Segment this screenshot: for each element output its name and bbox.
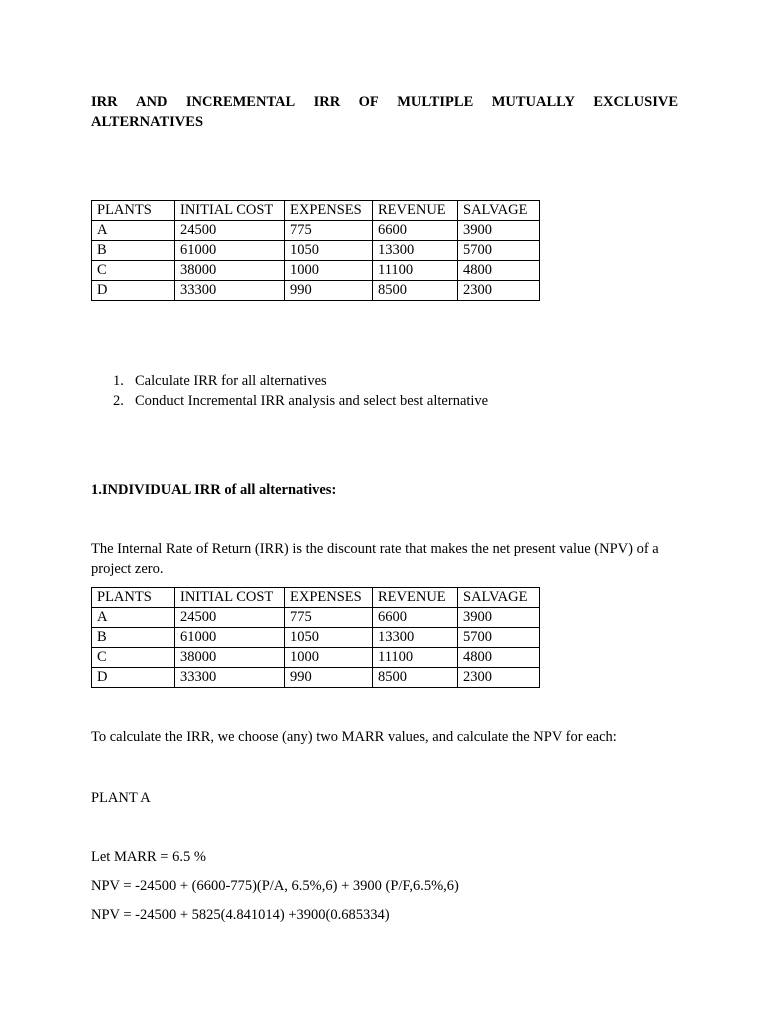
title-word: IRR [91,94,118,110]
table-header-cell: REVENUE [373,201,458,221]
table-row [92,261,540,281]
table-cell: 1000 [285,648,373,668]
document-title [91,92,678,132]
table-cell: 33300 [175,668,285,688]
table-header-cell: INITIAL COST [175,588,285,608]
table-cell: 13300 [373,241,458,261]
table-cell: D [92,281,175,301]
title-word: OF [358,94,379,110]
irr-method-paragraph: To calculate the IRR, we choose (any) two MARR values, and calculate the NPV for each: [91,729,617,745]
table-row [92,648,540,668]
table-cell: 13300 [373,628,458,648]
table-header-cell: INITIAL COST [175,201,285,221]
table-header-row [92,588,540,608]
table-row [92,241,540,261]
list-item-number: 2. [113,393,124,409]
task-list [113,371,488,411]
plants-table-1 [91,200,540,301]
npv-equation-1: NPV = -24500 + (6600-775)(P/A, 6.5%,6) + 3900 (P/F,6.5%,6) [91,878,459,894]
irr-definition-paragraph: The Internal Rate of Return (IRR) is the discount rate that makes the net present value (NPV) of a project zero. [91,541,659,577]
table-cell: A [92,608,175,628]
table-cell: 4800 [458,261,540,281]
table-cell: 61000 [175,628,285,648]
table-cell: 5700 [458,628,540,648]
table-cell: 2300 [458,668,540,688]
list-item-number: 1. [113,373,124,389]
table-cell: 990 [285,281,373,301]
table-header-cell: SALVAGE [458,588,540,608]
list-item-text: Calculate IRR for all alternatives [135,373,327,389]
list-item-text: Conduct Incremental IRR analysis and select best alternative [135,393,489,409]
table-cell: 990 [285,668,373,688]
list-item [113,391,488,411]
title-line-1 [91,92,678,112]
title-word: MUTUALLY [491,94,575,110]
table-row [92,608,540,628]
plant-a-heading: PLANT A [91,790,151,806]
table-header-cell: EXPENSES [285,201,373,221]
table-cell: B [92,241,175,261]
table-cell: 775 [285,608,373,628]
table-cell: D [92,668,175,688]
section-heading: 1.INDIVIDUAL IRR of all alternatives: [91,482,337,498]
table-cell: 24500 [175,221,285,241]
table-cell: 8500 [373,668,458,688]
table-cell: 24500 [175,608,285,628]
table-cell: 5700 [458,241,540,261]
table-header-cell: PLANTS [92,201,175,221]
table-header-cell: PLANTS [92,588,175,608]
table-cell: 8500 [373,281,458,301]
table-cell: 6600 [373,221,458,241]
table-cell: A [92,221,175,241]
title-word: MULTIPLE [397,94,474,110]
table-header-cell: EXPENSES [285,588,373,608]
table-cell: 33300 [175,281,285,301]
table-cell: 11100 [373,261,458,281]
table-cell: 3900 [458,608,540,628]
table-cell: 61000 [175,241,285,261]
table-cell: B [92,628,175,648]
table-cell: 1050 [285,628,373,648]
table-header-row [92,201,540,221]
title-word: EXCLUSIVE [593,94,678,110]
npv-equation-2: NPV = -24500 + 5825(4.841014) +3900(0.685334) [91,907,390,923]
table-cell: 3900 [458,221,540,241]
title-word: INCREMENTAL [185,94,296,110]
table-cell: 6600 [373,608,458,628]
table-row [92,628,540,648]
table-cell: C [92,261,175,281]
title-word: AND [136,94,168,110]
table-cell: 1050 [285,241,373,261]
table-row [92,281,540,301]
title-line-2: ALTERNATIVES [91,114,204,130]
table-cell: C [92,648,175,668]
list-item [113,371,488,391]
table-cell: 775 [285,221,373,241]
table-cell: 38000 [175,648,285,668]
table-cell: 2300 [458,281,540,301]
table-row [92,668,540,688]
plants-table-2 [91,587,540,688]
marr-line: Let MARR = 6.5 % [91,849,206,865]
table-cell: 11100 [373,648,458,668]
table-header-cell: REVENUE [373,588,458,608]
table-cell: 4800 [458,648,540,668]
table-cell: 1000 [285,261,373,281]
title-word: IRR [313,94,341,110]
table-cell: 38000 [175,261,285,281]
table-row [92,221,540,241]
table-header-cell: SALVAGE [458,201,540,221]
